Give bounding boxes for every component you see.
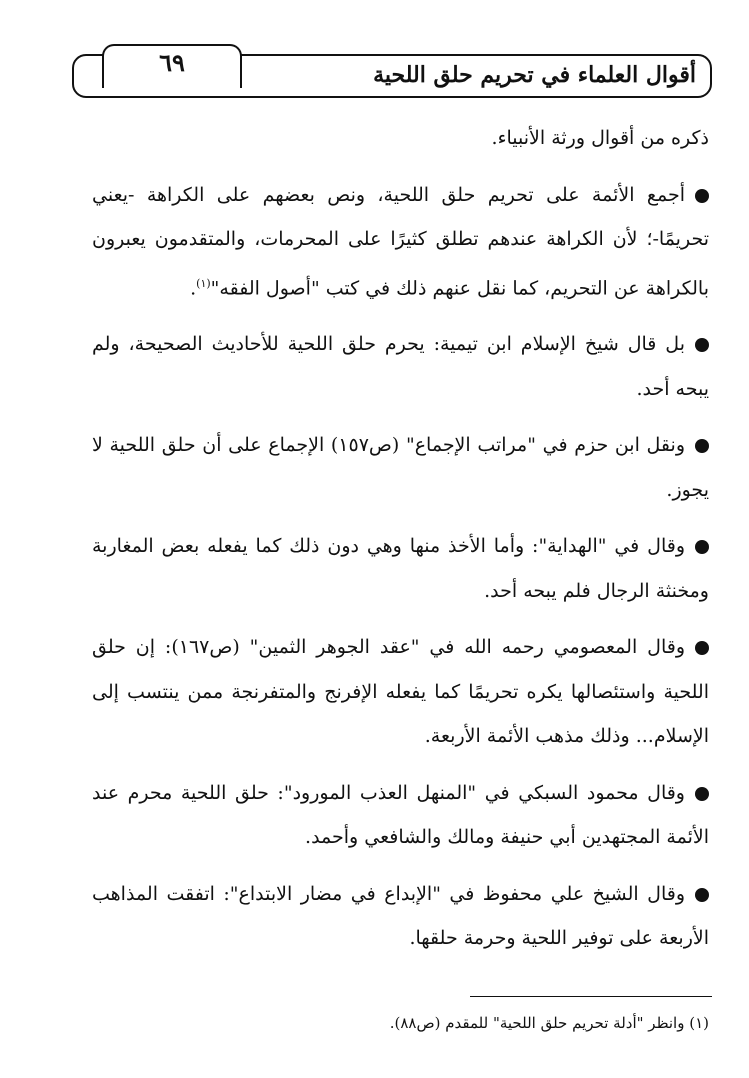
bullet-dot-icon — [695, 439, 709, 453]
page-header — [72, 48, 712, 98]
paragraph-text: ونقل ابن حزم في "مراتب الإجماع" (ص١٥٧) الإجماع على أن حلق اللحية لا يجوز. — [92, 434, 709, 501]
bullet-dot-icon — [695, 189, 709, 203]
paragraph-text: وقال محمود السبكي في "المنهل العذب المورود": حلق اللحية محرم عند الأئمة المجتهدين أبي حنيفة ومالك والشافعي وأحمد. — [92, 781, 709, 849]
bullet-dot-icon — [695, 540, 709, 554]
footnote-divider — [470, 996, 712, 997]
paragraph — [92, 872, 709, 961]
paragraph-text: وقال الشيخ علي محفوظ في "الإبداع في مضار الابتداع": اتفقت المذاهب الأربعة على توفير اللحية وحرمة حلقها. — [92, 882, 709, 950]
paragraph-text: وقال المعصومي رحمه الله في "عقد الجوهر الثمين" (ص١٦٧): إن حلق اللحية واستئصالها يكره تحريمًا كما يفعله الإفرنج والمتفرنجة ممن ينتسب إلى الإسلام... وذلك مذهب الأئمة الأربعة. — [92, 636, 709, 748]
main-text — [92, 116, 709, 961]
paragraph-text: ذكره من أقوال ورثة الأنبياء. — [491, 127, 709, 149]
paragraph-text: أجمع الأئمة على تحريم حلق اللحية، ونص بعضهم على الكراهة -يعني تحريمًا-؛ لأن الكراهة عندهم تطلق كثيرًا على المحرمات، والمتقدمون يعبرون بالكراهة عن التحريم، كما نقل عنهم ذلك في كتب "أصول الفقه" — [92, 183, 709, 299]
paragraph — [92, 625, 709, 759]
paragraph — [92, 322, 709, 411]
footnote: (١) وانظر "أدلة تحريم حلق اللحية" للمقدم (ص٨٨). — [389, 1014, 709, 1032]
paragraph-text: وقال في "الهداية": وأما الأخذ منها وهي دون ذلك كما يفعله بعض المغاربة ومخنثة الرجال فلم يبحه أحد. — [92, 535, 709, 602]
page-number-tab — [102, 44, 242, 88]
paragraph — [92, 423, 709, 512]
bullet-dot-icon — [695, 787, 709, 801]
page-number: ٦٩ — [159, 48, 185, 77]
paragraph — [92, 524, 709, 613]
bullet-dot-icon — [695, 888, 709, 902]
footnote-reference: (١) — [196, 276, 211, 290]
bullet-dot-icon — [695, 641, 709, 655]
paragraph-text: بل قال شيخ الإسلام ابن تيمية: يحرم حلق اللحية للأحاديث الصحيحة، ولم يبحه أحد. — [92, 333, 709, 400]
paragraph — [92, 116, 709, 161]
paragraph-end: . — [190, 276, 197, 299]
paragraph — [92, 173, 709, 311]
running-title: أقوال العلماء في تحريم حلق اللحية — [373, 62, 696, 88]
bullet-dot-icon — [695, 338, 709, 352]
paragraph — [92, 771, 709, 860]
